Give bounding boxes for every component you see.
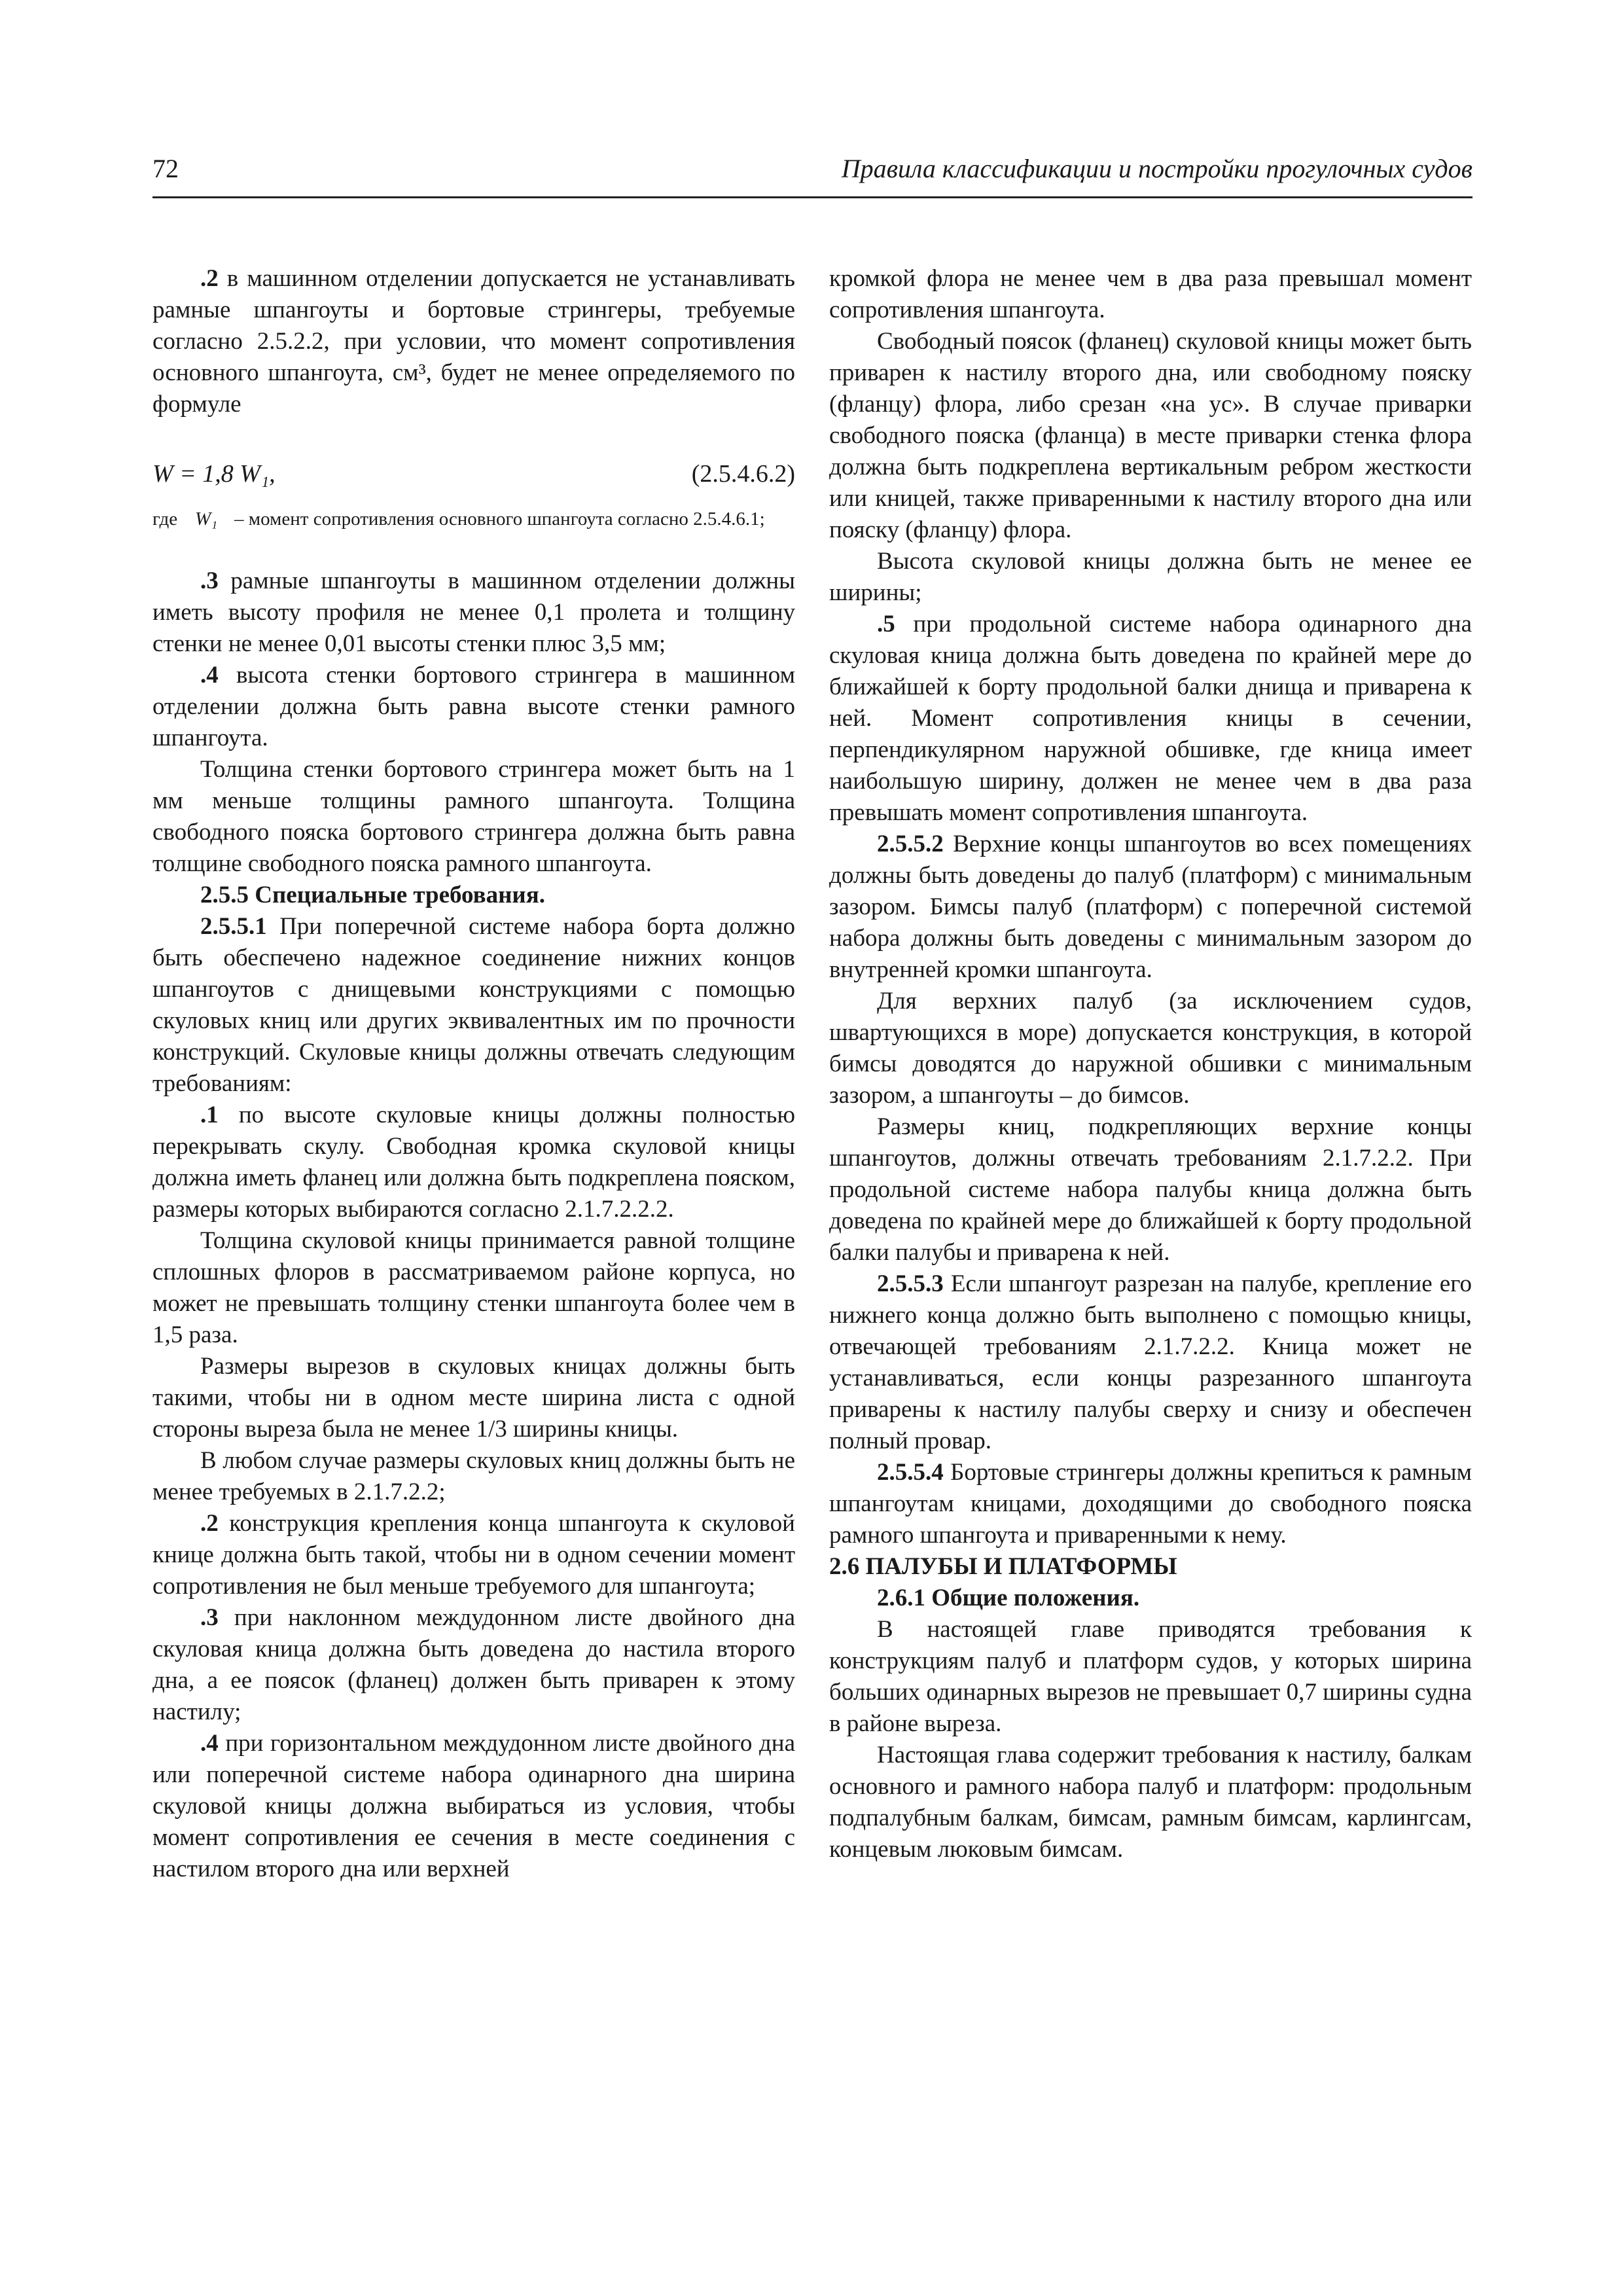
paragraph-text: При поперечной системе набора борта должно быть обеспечено надежное соединение нижних концов шпангоутов с днищевыми конструкциями с помощью скуловых книц или других эквивалентных им по прочности конструкций. Скуловые кницы должны отвечать следующим требованиям:: [152, 913, 795, 1097]
formula: W = 1,8 W₁,: [152, 460, 276, 488]
paragraph: Толщина скуловой кницы принимается равной толщине сплошных флоров в рассматриваемом районе корпуса, но может не превышать толщину стенки шпангоута более чем в 1,5 раза.: [152, 1227, 795, 1348]
paragraph-text: Верхние концы шпангоутов во всех помещениях должны быть доведены до палуб (платформ) с минимальным зазором. Бимсы палуб (платформ) с поперечной системой набора должны быть доведены с минимальным зазором до внутренней кромки шпангоута.: [829, 831, 1472, 983]
subsection-heading: [829, 1583, 1472, 1614]
legend-label: где: [152, 509, 178, 529]
item-number: .4: [200, 1730, 219, 1757]
paragraph: кромкой флора не менее чем в два раза превышал момент сопротивления шпангоута.: [829, 265, 1472, 323]
formula-number: (2.5.4.6.2): [691, 460, 795, 488]
section-title: 2.6 ПАЛУБЫ И ПЛАТФОРМЫ: [829, 1553, 1177, 1580]
item-number: 2.5.5.3: [877, 1270, 944, 1297]
item-number: .3: [200, 1604, 219, 1631]
paragraph-text: Если шпангоут разрезан на палубе, крепление его нижнего конца должно быть выполнено с помощью кницы, отвечающей требованиям 2.1.7.2.2. Кница может не устанавливаться, если концы разрезанного шпангоута приварены к настилу палубы сверху и снизу и обеспечен полный провар.: [829, 1270, 1472, 1454]
heading-text: 2.6.1 Общие положения.: [877, 1585, 1140, 1611]
paragraph: В любом случае размеры скуловых книц должны быть не менее требуемых в 2.1.7.2.2;: [152, 1447, 795, 1505]
paragraph: [152, 660, 795, 754]
left-column: [152, 263, 795, 1885]
formula-block: [152, 458, 795, 490]
legend-variable: W₁: [195, 509, 218, 529]
page-header: [152, 152, 1472, 198]
paragraph: [152, 565, 795, 660]
item-number: 2.5.5.4: [877, 1459, 944, 1486]
item-number: .2: [200, 1510, 219, 1537]
paragraph-text: в машинном отделении допускается не устанавливать рамные шпангоуты и бортовые стрингеры, требуемые согласно 2.5.2.2, при условии, что момент сопротивления основного шпангоута, см³, будет не менее определяемого по формуле: [152, 265, 795, 418]
heading-text: 2.5.5 Специальные требования.: [200, 882, 545, 908]
item-number: .2: [200, 265, 219, 292]
item-number: .5: [877, 611, 895, 637]
item-number: .4: [200, 662, 219, 689]
paragraph: Настоящая глава содержит требования к настилу, балкам основного и рамного набора палуб и платформ: продольным подпалубным балкам, бимсам, рамным бимсам, карлингсам, концевым люковым бимсам.: [829, 1742, 1472, 1863]
paragraph-text: при наклонном междудонном листе двойного дна скуловая кница должна быть доведена до настила второго дна, а ее поясок (фланец) должен быть приварен к этому настилу;: [152, 1604, 795, 1725]
paragraph: [152, 1728, 795, 1885]
subsection-heading: [152, 880, 795, 911]
paragraph-text: Бортовые стрингеры должны крепиться к рамным шпангоутам кницами, доходящими до свободного пояска рамного шпангоута и приваренными к нему.: [829, 1459, 1472, 1549]
paragraph: Размеры вырезов в скуловых кницах должны быть такими, чтобы ни в одном месте ширина листа с одной стороны выреза была не менее 1/3 ширины кницы.: [152, 1353, 795, 1443]
item-number: 2.5.5.1: [200, 913, 267, 940]
paragraph-text: высота стенки бортового стрингера в машинном отделении должна быть равна высоте стенки рамного шпангоута.: [152, 662, 795, 751]
paragraph: [829, 1268, 1472, 1457]
paragraph: [829, 829, 1472, 986]
paragraph: Размеры книц, подкрепляющих верхние концы шпангоутов, должны отвечать требованиям 2.1.7.2.2. При продольной системе набора палубы кница должна быть доведена по крайней мере до ближайшей к борту продольной балки палубы и приварена к ней.: [829, 1113, 1472, 1266]
item-number: 2.5.5.2: [877, 831, 944, 857]
right-column: [829, 263, 1472, 1865]
paragraph: В настоящей главе приводятся требования к конструкциям палуб и платформ судов, у которых ширина больших одинарных вырезов не превышает 0,7 ширины судна в районе выреза.: [829, 1616, 1472, 1737]
paragraph: [829, 609, 1472, 829]
page-number: 72: [152, 154, 179, 183]
item-number: .1: [200, 1102, 219, 1128]
paragraph-text: рамные шпангоуты в машинном отделении должны иметь высоту профиля не менее 0,1 пролета и толщину стенки не менее 0,01 высоты стенки плюс 3,5 мм;: [152, 567, 795, 657]
paragraph: Свободный поясок (фланец) скуловой кницы может быть приварен к настилу второго дна, или свободному пояску (фланцу) флора, либо срезан «на ус». В случае приварки свободного пояска (фланца) в месте приварки стенка флора должна быть подкреплена вертикальным ребром жесткости или кницей, также приваренными к настилу второго дна или пояску (фланцу) флора.: [829, 328, 1472, 543]
paragraph-text: при горизонтальном междудонном листе двойного дна или поперечной системе набора одинарного дна ширина скуловой кницы должна выбираться из условия, чтобы момент сопротивления ее сечения в месте соединения с настилом второго дна или верхней: [152, 1730, 795, 1882]
paragraph: [829, 1457, 1472, 1551]
paragraph: [152, 263, 795, 420]
paragraph-text: по высоте скуловые кницы должны полностью перекрывать скулу. Свободная кромка скуловой кницы должна иметь фланец или должна быть подкреплена пояском, размеры которых выбираются согласно 2.1.7.2.2.2.: [152, 1102, 795, 1223]
paragraph: [152, 911, 795, 1100]
paragraph-text: конструкция крепления конца шпангоута к скуловой книце должна быть такой, чтобы ни в одном сечении момент сопротивления не был меньше требуемого для шпангоута;: [152, 1510, 795, 1600]
paragraph: [152, 1100, 795, 1225]
paragraph-text: при продольной системе набора одинарного дна скуловая кница должна быть доведена по крайней мере до ближайшей к борту продольной балки днища и приварена к ней. Момент сопротивления кницы в сечении, перпендикулярном наружной обшивке, где кница имеет наибольшую ширину, должен не менее чем в два раза превышать момент сопротивления шпангоута.: [829, 611, 1472, 826]
running-title: Правила классификации и постройки прогулочных судов: [841, 154, 1472, 183]
paragraph: [152, 1602, 795, 1728]
formula-legend: [152, 507, 795, 531]
paragraph: Для верхних палуб (за исключением судов, швартующихся в море) допускается конструкция, в которой бимсы доводятся до наружной обшивки с минимальным зазором, а шпангоуты – до бимсов.: [829, 988, 1472, 1109]
paragraph: Высота скуловой кницы должна быть не менее ее ширины;: [829, 548, 1472, 606]
item-number: .3: [200, 567, 219, 594]
paragraph: [152, 1508, 795, 1602]
legend-text: – момент сопротивления основного шпангоута согласно 2.5.4.6.1;: [234, 509, 765, 529]
paragraph: Толщина стенки бортового стрингера может быть на 1 мм меньше толщины рамного шпангоута. Толщина свободного пояска бортового стрингера должна быть равна толщине свободного пояска рамного шпангоута.: [152, 756, 795, 877]
